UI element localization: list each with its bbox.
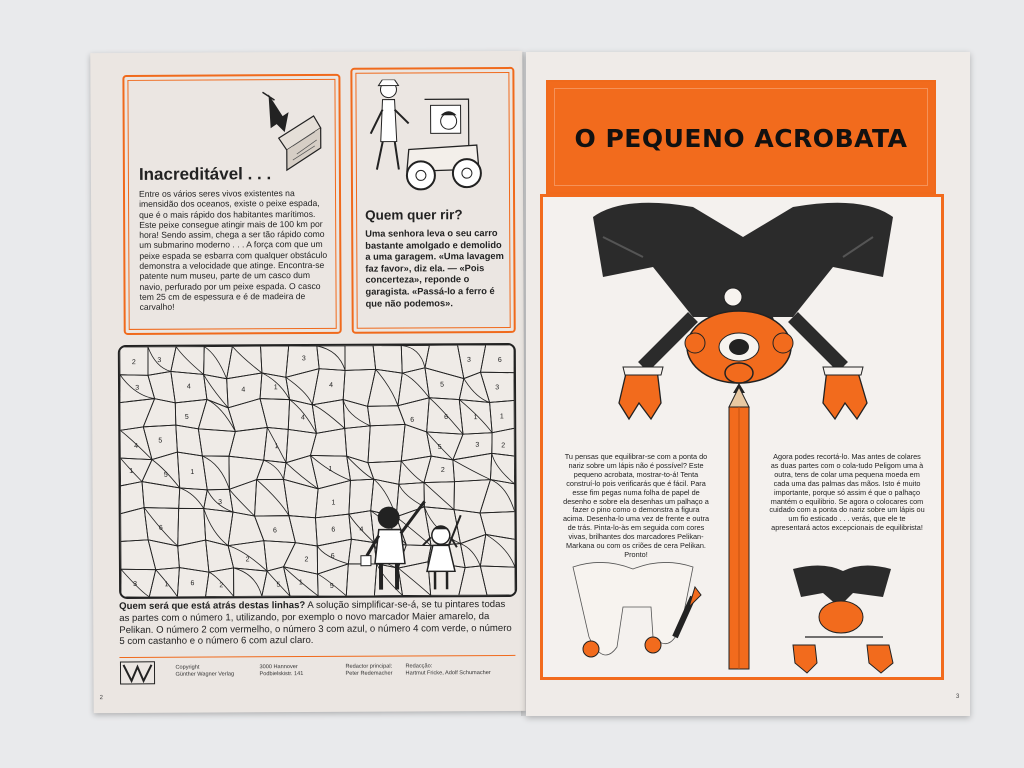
- acrobat-clown-illustration: [543, 197, 941, 677]
- publisher-logo: [119, 661, 155, 685]
- joke-box: [350, 67, 515, 334]
- puzzle-number: 2: [304, 556, 309, 564]
- puzzle-cell: [317, 346, 345, 371]
- puzzle-curve: [180, 488, 204, 509]
- puzzle-number: 2: [501, 442, 506, 450]
- puzzle-curve: [176, 347, 203, 375]
- puzzle-number: 4: [329, 382, 334, 390]
- puzzle-number: 1: [273, 384, 278, 392]
- footer-editor: [345, 664, 392, 677]
- puzzle-cell: [373, 346, 402, 374]
- puzzle-cell: [453, 433, 493, 460]
- puzzle-instructions: [119, 599, 515, 648]
- puzzle-number: 3: [495, 384, 500, 392]
- puzzle-number: 6: [410, 416, 415, 424]
- puzzle-cell: [234, 568, 268, 597]
- joke-title: Quem quer rir?: [365, 207, 463, 223]
- puzzle-curve: [401, 345, 425, 368]
- puzzle-curve: [486, 534, 515, 567]
- puzzle-curve: [312, 405, 344, 429]
- puzzle-curve: [234, 568, 262, 597]
- puzzle-number: 1: [190, 468, 195, 476]
- puzzle-cell: [142, 481, 180, 508]
- editor-name: Peter Redemacher: [345, 670, 393, 677]
- footer-copyright: [175, 664, 234, 677]
- fact-body: Entre os vários seres vivos existentes na imensidão dos oceanos, existe o peixe espada, que é o mais rápido dos habitantes marítimos. Este peixe consegue atingir mais de 100 km por hora! Sendo assim, chega a ser tão rápido como um submarino moderno . . . A força com que um peixe espada se esbarra com qualquer obstáculo demonstra a velocidade que atinge. Encontra-se patente num museu, parte de um casco dum navio, perfurado por um peixe espada. O casco tem 25 cm de espessura e é de madeira de carvalho!: [138, 188, 328, 313]
- right-page: [526, 52, 970, 716]
- puzzle-curve: [376, 369, 398, 406]
- puzzle-number: 6: [158, 524, 163, 532]
- puzzle-number: 4: [300, 414, 305, 422]
- puzzle-cell: [490, 453, 514, 484]
- puzzle-number: 3: [133, 581, 138, 589]
- puzzle-cell: [198, 399, 235, 431]
- puzzle-cell: [120, 458, 152, 486]
- puzzle-number: 5: [440, 381, 445, 389]
- page-number-right: 3: [956, 694, 960, 700]
- puzzle-number: 3: [301, 355, 306, 363]
- puzzle-number: 4: [359, 526, 364, 534]
- puzzle-curve: [453, 460, 491, 480]
- puzzle-number: 5: [329, 582, 334, 590]
- puzzle-number: 1: [499, 413, 504, 421]
- puzzle-number: 3: [157, 357, 162, 365]
- puzzle-cell: [283, 543, 317, 575]
- puzzle-cell: [480, 512, 515, 540]
- puzzle-curve: [402, 373, 429, 398]
- puzzle-number: 5: [163, 471, 168, 479]
- fact-title: Inacreditável . . .: [138, 164, 272, 184]
- puzzle-cell: [228, 512, 264, 546]
- puzzle-cell: [202, 456, 229, 490]
- puzzle-number: 2: [440, 466, 445, 474]
- puzzle-curve: [204, 346, 226, 378]
- puzzle-number: 6: [444, 413, 449, 421]
- instructions-column-1: Tu pensas que equilibrar-se com a ponta do nariz sobre um lápis não é possível? Este pequeno acrobata, mostrar-to-á! Tenta construí-lo pois verificarás que é fácil. Para esse fim pegas numa folha de papel de desenho e sobre ela desenhas um palhaço a fazer o pino como o demonstra a figura acima. Desenha-lo uma vez de frente e outra de trás. Pinta-lo-às em seguida com cores vivas, brilhantes dos marcadores Pelikan-Markana ou com os criões de cera Pelikan. Pronto!: [562, 452, 710, 559]
- joke-body: Uma senhora leva o seu carro bastante amolgado e demolido a uma garagem. «Uma lavagem faz favor», diz ela. — «Pois concerteza», reponde o garagista. «Passá-lo a ferro é que não podemos».: [365, 228, 504, 309]
- puzzle-number: 5: [276, 581, 281, 589]
- puzzle-number: 1: [164, 581, 169, 589]
- puzzle-cell: [345, 426, 371, 463]
- car-cartoon-illustration: [368, 79, 489, 198]
- puzzle-cell: [254, 479, 289, 516]
- puzzle-curve: [490, 479, 514, 511]
- puzzle-cell: [480, 534, 515, 567]
- puzzle-curve: [401, 461, 424, 483]
- puzzle-instructions-text: A solução simplificar-se-á, se tu pintares todas as partes com o número 1, utilizando, por exemplo o novo marcador Maier amarelo, da Pelikan. O número 2 com vermelho, o número 3 com azul, o número 4 com verde, o número 5 com castanho e o número 6 com azul claro.: [119, 598, 512, 648]
- puzzle-number: 3: [135, 384, 140, 392]
- puzzle-curve: [264, 460, 284, 479]
- title-banner: [546, 80, 936, 194]
- puzzle-cell: [399, 456, 432, 484]
- puzzle-cell: [425, 345, 464, 379]
- puzzle-cell: [367, 369, 402, 406]
- page-title: O PEQUENO ACROBATA: [574, 124, 908, 153]
- puzzle-number: 5: [184, 413, 189, 421]
- puzzle-number: 2: [245, 556, 250, 564]
- puzzle-number: 1: [274, 443, 279, 451]
- address-city: 3000 Hannover: [259, 664, 298, 671]
- puzzle-number: 1: [129, 467, 134, 475]
- instructions-column-2: Agora podes recortá-lo. Mas antes de colares as duas partes com o cola-tudo Peligom uma à outra, tens de colar uma pequena moeda em cada uma das palmas das mãos. Isto é muito importante, porque só assim é que o palhaço mantém o equilibrio. Se agora o colocares com cuidado com a ponta do nariz sobre um lápis ou um fio esticado . . . verás, que ele te apresentará actos excepcionais de equilibrista!: [769, 452, 925, 533]
- fact-box: [122, 74, 341, 335]
- puzzle-number: 1: [298, 579, 303, 587]
- puzzle-cell: [206, 540, 234, 572]
- puzzle-cell: [121, 508, 148, 542]
- puzzle-cell: [427, 432, 464, 460]
- puzzle-number: 6: [497, 356, 502, 364]
- number-puzzle: [118, 343, 517, 599]
- puzzle-curve: [232, 346, 262, 373]
- puzzle-cell: [229, 480, 256, 517]
- puzzle-cell: [480, 479, 515, 513]
- puzzle-curve: [207, 399, 235, 431]
- staff-names: Hartmut Fricke, Adolf Schumacher: [405, 669, 491, 677]
- puzzle-cell: [345, 346, 376, 371]
- puzzle-cell: [425, 368, 464, 400]
- footer-address: [259, 664, 303, 677]
- puzzle-cell: [424, 456, 455, 483]
- puzzle-curve: [492, 453, 515, 484]
- puzzle-cell: [256, 460, 286, 480]
- puzzle-number: 4: [241, 386, 246, 394]
- puzzle-number: 1: [328, 465, 333, 473]
- puzzle-number: 6: [272, 527, 277, 535]
- puzzle-cell: [398, 398, 430, 432]
- editor-label: Redactor principal:: [345, 663, 393, 670]
- puzzle-cell: [120, 399, 155, 431]
- page-number-left: 2: [99, 695, 104, 702]
- puzzle-number: 6: [331, 526, 336, 534]
- puzzle-cell: [289, 515, 317, 546]
- puzzle-number: 4: [134, 442, 139, 450]
- puzzle-cell: [143, 399, 176, 427]
- puzzle-number: 6: [330, 552, 335, 560]
- copyright-holder: Günther Wagner Verlag: [175, 670, 235, 678]
- puzzle-number: 5: [158, 437, 163, 445]
- staff-label: Redacção:: [405, 663, 433, 670]
- puzzle-number: 3: [467, 356, 471, 364]
- puzzle-cell: [261, 346, 289, 377]
- puzzle-number: 5: [437, 443, 442, 451]
- footer-staff: [405, 663, 490, 677]
- puzzle-cell: [179, 488, 208, 509]
- puzzle-cell: [229, 427, 268, 460]
- children-illustration: [357, 485, 468, 596]
- puzzle-cell: [480, 566, 515, 595]
- puzzle-cell: [178, 508, 206, 546]
- puzzle-cell: [121, 540, 156, 570]
- puzzle-question: Quem será que está atrás destas linhas?: [119, 600, 306, 612]
- puzzle-cell: [368, 424, 405, 462]
- puzzle-number: 6: [190, 580, 195, 588]
- puzzle-cell: [203, 346, 232, 378]
- puzzle-cell: [178, 540, 209, 572]
- puzzle-curve: [317, 346, 345, 371]
- puzzle-number: 3: [218, 498, 223, 506]
- puzzle-number: 2: [131, 359, 136, 367]
- left-page: [90, 51, 525, 713]
- puzzle-cell: [317, 564, 348, 596]
- puzzle-number: 2: [219, 582, 224, 590]
- puzzle-cell: [229, 456, 264, 489]
- puzzle-cell: [312, 400, 344, 434]
- puzzle-cell: [260, 398, 290, 429]
- puzzle-cell: [264, 540, 296, 571]
- puzzle-number: 1: [473, 414, 478, 422]
- puzzle-cell: [458, 345, 486, 379]
- puzzle-number: 3: [475, 441, 480, 449]
- copyright-label: Copyright: [175, 664, 200, 671]
- acrobat-panel: [540, 194, 944, 680]
- puzzle-cell: [148, 347, 176, 376]
- address-street: Podbielskistr. 141: [259, 670, 304, 677]
- puzzle-number: 4: [186, 383, 191, 391]
- puzzle-cell: [148, 540, 179, 570]
- puzzle-cell: [286, 429, 317, 462]
- footer-line: [119, 655, 515, 658]
- puzzle-number: 1: [331, 499, 336, 507]
